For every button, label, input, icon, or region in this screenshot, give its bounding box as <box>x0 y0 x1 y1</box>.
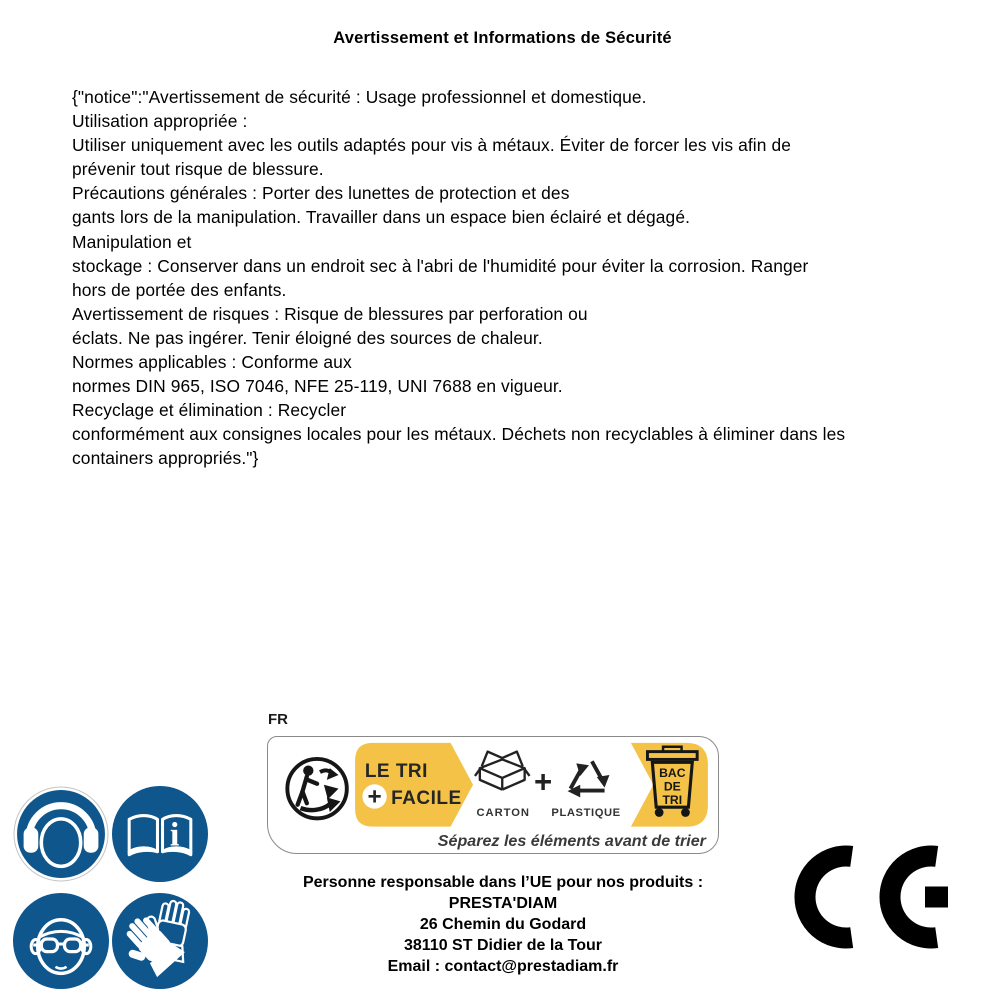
materials-plus-sign: + <box>534 764 553 800</box>
company-name: PRESTA'DIAM <box>448 895 558 912</box>
notice-line: containers appropriés."} <box>72 448 259 469</box>
bin-word-3: TRI <box>662 793 683 808</box>
notice-line: gants lors de la manipulation. Travailler dans un espace bien éclairé et dégagé. <box>72 207 691 228</box>
notice-line: stockage : Conserver dans un endroit sec à l'abri de l'humidité pour éviter la corrosion. Ranger <box>72 255 809 276</box>
notice-line: Précautions générales : Porter des lunettes de protection et des <box>72 183 570 204</box>
triman-icon <box>287 759 346 818</box>
sorting-label-graphic <box>268 737 717 852</box>
contact-email: Email : contact@prestadiam.fr <box>387 958 619 975</box>
address-city: 38110 ST Didier de la Tour <box>404 937 602 954</box>
manual-info-letter: i <box>169 815 180 854</box>
notice-line: hors de portée des enfants. <box>72 279 287 300</box>
notice-line: Recyclage et élimination : Recycler <box>72 400 347 421</box>
notice-text-block <box>72 85 972 471</box>
notice-line: Normes applicables : Conforme aux <box>72 352 352 373</box>
ce-mark-icon <box>790 842 965 957</box>
wear-protective-gloves-icon <box>112 893 208 989</box>
plastique-recycling-icon <box>568 761 610 797</box>
wear-ear-protection-icon <box>13 786 109 882</box>
carton-box-icon <box>475 752 530 790</box>
sorting-footer-note: Séparez les éléments avant de trier <box>437 832 706 851</box>
address-street: 26 Chemin du Godard <box>419 916 587 933</box>
notice-line: Utiliser uniquement avec les outils adaptés pour vis à métaux. Éviter de forcer les vis afin de <box>72 135 791 156</box>
notice-line: éclats. Ne pas ingérer. Tenir éloigné des sources de chaleur. <box>72 327 543 348</box>
bin-word-2: DE <box>663 779 681 794</box>
bin-word-1: BAC <box>659 765 686 780</box>
plus-badge-sign: + <box>367 783 382 811</box>
responsible-intro: Personne responsable dans l’UE pour nos produits : <box>302 874 704 891</box>
wear-eye-protection-icon <box>13 893 109 989</box>
triman-sorting-label <box>267 736 719 854</box>
plastique-label: PLASTIQUE <box>551 806 621 819</box>
read-instruction-manual-icon <box>112 786 208 882</box>
notice-line: Manipulation et <box>72 231 192 252</box>
notice-line: prévenir tout risque de blessure. <box>72 159 324 180</box>
tri-headline-line1: LE TRI <box>364 760 428 782</box>
notice-line: Avertissement de risques : Risque de blessures par perforation ou <box>72 303 588 324</box>
carton-label: CARTON <box>476 806 530 819</box>
eu-responsible-block <box>253 872 753 977</box>
notice-line: conformément aux consignes locales pour les métaux. Déchets non recyclables à éliminer dans les <box>72 424 846 445</box>
tri-headline-line2: FACILE <box>391 787 462 809</box>
notice-line: Utilisation appropriée : <box>72 111 248 132</box>
country-code-label: FR <box>268 711 288 728</box>
notice-line: normes DIN 965, ISO 7046, NFE 25-119, UNI 7688 en vigueur. <box>72 376 563 397</box>
notice-line: {"notice":"Avertissement de sécurité : Usage professionnel et domestique. <box>72 87 647 107</box>
page-title: Avertissement et Informations de Sécurité <box>333 29 672 47</box>
